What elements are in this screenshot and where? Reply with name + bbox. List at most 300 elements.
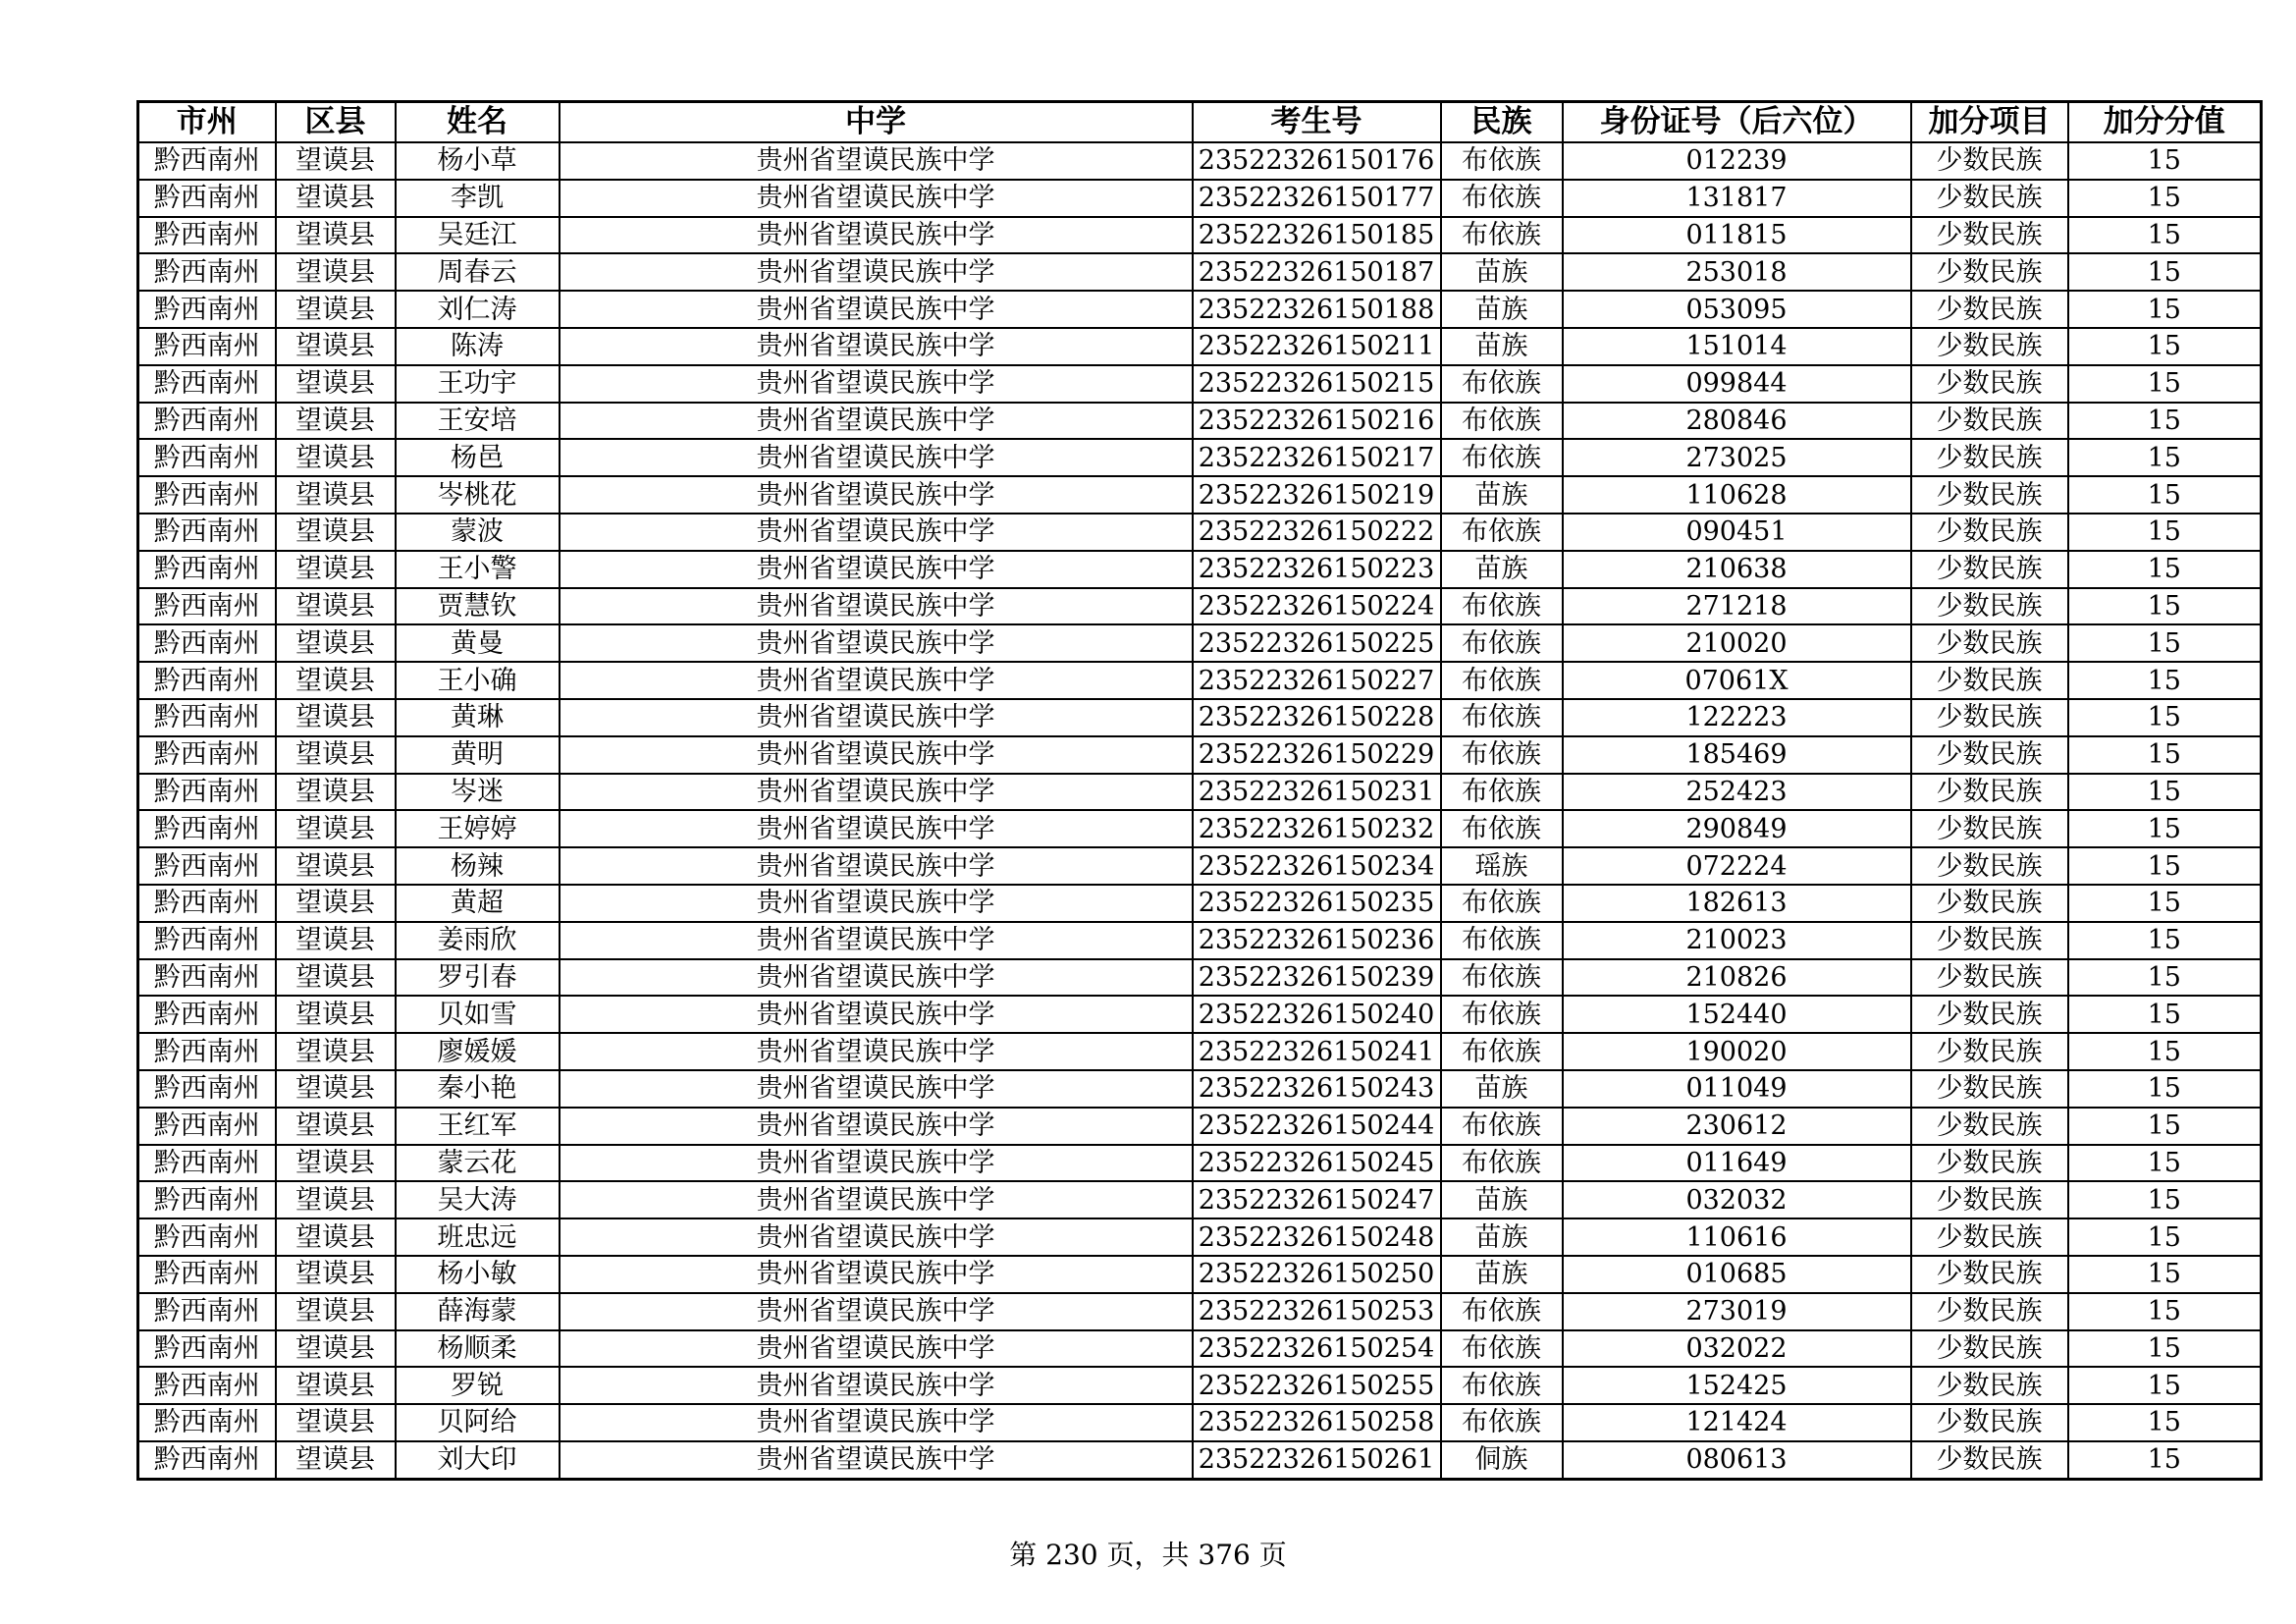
cell-bonus-points: 15 [2068,514,2262,551]
cell-city: 黔西南州 [138,1070,276,1108]
cell-exam-number: 23522326150255 [1193,1367,1441,1404]
cell-exam-number: 23522326150234 [1193,847,1441,885]
cell-bonus-points: 15 [2068,736,2262,774]
cell-name: 贝阿给 [396,1404,560,1441]
cell-exam-number: 23522326150187 [1193,253,1441,291]
cell-city: 黔西南州 [138,180,276,217]
cell-bonus-item: 少数民族 [1911,1145,2068,1182]
cell-bonus-item: 少数民族 [1911,291,2068,328]
cell-name: 蒙波 [396,514,560,551]
cell-name: 班忠远 [396,1218,560,1256]
cell-school: 贵州省望谟民族中学 [560,403,1193,440]
cell-bonus-item: 少数民族 [1911,439,2068,476]
cell-id-last-six: 121424 [1563,1404,1911,1441]
table-row [138,1108,2262,1145]
cell-ethnicity: 布依族 [1441,1404,1563,1441]
cell-bonus-item: 少数民族 [1911,476,2068,514]
cell-school: 贵州省望谟民族中学 [560,1070,1193,1108]
cell-name: 黄超 [396,885,560,922]
cell-ethnicity: 布依族 [1441,736,1563,774]
table-row [138,1256,2262,1293]
cell-school: 贵州省望谟民族中学 [560,476,1193,514]
cell-ethnicity: 苗族 [1441,1181,1563,1218]
cell-exam-number: 23522326150219 [1193,476,1441,514]
cell-ethnicity: 布依族 [1441,180,1563,217]
cell-city: 黔西南州 [138,514,276,551]
cell-exam-number: 23522326150245 [1193,1145,1441,1182]
cell-county: 望谟县 [276,365,396,403]
cell-ethnicity: 布依族 [1441,662,1563,699]
cell-exam-number: 23522326150254 [1193,1330,1441,1368]
cell-school: 贵州省望谟民族中学 [560,1145,1193,1182]
cell-county: 望谟县 [276,476,396,514]
cell-bonus-item: 少数民族 [1911,922,2068,959]
cell-ethnicity: 布依族 [1441,588,1563,625]
cell-name: 王安培 [396,403,560,440]
cell-exam-number: 23522326150224 [1193,588,1441,625]
cell-exam-number: 23522326150244 [1193,1108,1441,1145]
cell-bonus-item: 少数民族 [1911,551,2068,588]
cell-county: 望谟县 [276,1441,396,1479]
cell-county: 望谟县 [276,588,396,625]
cell-school: 贵州省望谟民族中学 [560,1033,1193,1070]
cell-bonus-item: 少数民族 [1911,142,2068,180]
cell-name: 薛海蒙 [396,1293,560,1330]
cell-id-last-six: 185469 [1563,736,1911,774]
cell-school: 贵州省望谟民族中学 [560,253,1193,291]
cell-exam-number: 23522326150215 [1193,365,1441,403]
cell-bonus-points: 15 [2068,365,2262,403]
cell-bonus-item: 少数民族 [1911,662,2068,699]
cell-county: 望谟县 [276,142,396,180]
col-header-bonus-item: 加分项目 [1911,102,2068,143]
cell-exam-number: 23522326150227 [1193,662,1441,699]
cell-name: 岑迷 [396,774,560,811]
table-row [138,551,2262,588]
cell-school: 贵州省望谟民族中学 [560,551,1193,588]
cell-id-last-six: 099844 [1563,365,1911,403]
cell-bonus-item: 少数民族 [1911,1293,2068,1330]
cell-id-last-six: 011815 [1563,217,1911,254]
cell-ethnicity: 苗族 [1441,253,1563,291]
cell-bonus-points: 15 [2068,551,2262,588]
cell-id-last-six: 07061X [1563,662,1911,699]
cell-county: 望谟县 [276,328,396,365]
cell-city: 黔西南州 [138,403,276,440]
cell-county: 望谟县 [276,551,396,588]
cell-exam-number: 23522326150222 [1193,514,1441,551]
cell-id-last-six: 032022 [1563,1330,1911,1368]
cell-ethnicity: 布依族 [1441,1108,1563,1145]
cell-county: 望谟县 [276,217,396,254]
table-row [138,217,2262,254]
cell-bonus-item: 少数民族 [1911,1033,2068,1070]
table-row [138,847,2262,885]
cell-bonus-points: 15 [2068,959,2262,997]
cell-ethnicity: 瑶族 [1441,847,1563,885]
cell-county: 望谟县 [276,1330,396,1368]
cell-bonus-item: 少数民族 [1911,847,2068,885]
cell-bonus-points: 15 [2068,996,2262,1033]
cell-county: 望谟县 [276,885,396,922]
cell-county: 望谟县 [276,959,396,997]
cell-city: 黔西南州 [138,476,276,514]
cell-bonus-item: 少数民族 [1911,885,2068,922]
cell-id-last-six: 152425 [1563,1367,1911,1404]
cell-ethnicity: 布依族 [1441,1145,1563,1182]
cell-id-last-six: 190020 [1563,1033,1911,1070]
cell-city: 黔西南州 [138,1218,276,1256]
cell-id-last-six: 230612 [1563,1108,1911,1145]
col-header-city: 市州 [138,102,276,143]
cell-ethnicity: 苗族 [1441,328,1563,365]
cell-name: 贝如雪 [396,996,560,1033]
cell-id-last-six: 131817 [1563,180,1911,217]
cell-name: 黄曼 [396,624,560,662]
cell-name: 杨小敏 [396,1256,560,1293]
cell-bonus-points: 15 [2068,588,2262,625]
cell-name: 刘仁涛 [396,291,560,328]
cell-school: 贵州省望谟民族中学 [560,885,1193,922]
cell-exam-number: 23522326150211 [1193,328,1441,365]
cell-exam-number: 23522326150232 [1193,810,1441,847]
cell-name: 黄明 [396,736,560,774]
cell-name: 王婷婷 [396,810,560,847]
cell-county: 望谟县 [276,699,396,736]
cell-name: 秦小艳 [396,1070,560,1108]
cell-ethnicity: 布依族 [1441,403,1563,440]
cell-school: 贵州省望谟民族中学 [560,588,1193,625]
cell-id-last-six: 280846 [1563,403,1911,440]
cell-name: 王红军 [396,1108,560,1145]
cell-id-last-six: 122223 [1563,699,1911,736]
cell-exam-number: 23522326150216 [1193,403,1441,440]
cell-id-last-six: 152440 [1563,996,1911,1033]
cell-exam-number: 23522326150250 [1193,1256,1441,1293]
cell-bonus-points: 15 [2068,922,2262,959]
candidate-bonus-table [136,100,2263,1481]
cell-exam-number: 23522326150235 [1193,885,1441,922]
cell-exam-number: 23522326150225 [1193,624,1441,662]
cell-bonus-item: 少数民族 [1911,1256,2068,1293]
table-row [138,1218,2262,1256]
cell-school: 贵州省望谟民族中学 [560,847,1193,885]
table-row [138,1145,2262,1182]
cell-name: 罗锐 [396,1367,560,1404]
cell-id-last-six: 210826 [1563,959,1911,997]
cell-school: 贵州省望谟民族中学 [560,736,1193,774]
cell-name: 杨辣 [396,847,560,885]
cell-city: 黔西南州 [138,253,276,291]
col-header-id-last-six: 身份证号（后六位） [1563,102,1911,143]
cell-bonus-points: 15 [2068,439,2262,476]
cell-exam-number: 23522326150241 [1193,1033,1441,1070]
cell-ethnicity: 布依族 [1441,885,1563,922]
cell-bonus-item: 少数民族 [1911,1218,2068,1256]
cell-exam-number: 23522326150258 [1193,1404,1441,1441]
cell-ethnicity: 布依族 [1441,217,1563,254]
cell-name: 王小确 [396,662,560,699]
cell-city: 黔西南州 [138,1293,276,1330]
cell-bonus-item: 少数民族 [1911,1441,2068,1479]
cell-bonus-item: 少数民族 [1911,403,2068,440]
cell-school: 贵州省望谟民族中学 [560,959,1193,997]
cell-school: 贵州省望谟民族中学 [560,439,1193,476]
cell-bonus-points: 15 [2068,699,2262,736]
cell-ethnicity: 侗族 [1441,1441,1563,1479]
cell-city: 黔西南州 [138,142,276,180]
cell-bonus-points: 15 [2068,1108,2262,1145]
cell-county: 望谟县 [276,662,396,699]
cell-id-last-six: 072224 [1563,847,1911,885]
cell-county: 望谟县 [276,1367,396,1404]
cell-bonus-item: 少数民族 [1911,1404,2068,1441]
cell-ethnicity: 苗族 [1441,1256,1563,1293]
cell-name: 吴廷江 [396,217,560,254]
cell-county: 望谟县 [276,514,396,551]
cell-name: 杨小草 [396,142,560,180]
cell-school: 贵州省望谟民族中学 [560,291,1193,328]
cell-bonus-points: 15 [2068,1367,2262,1404]
cell-exam-number: 23522326150228 [1193,699,1441,736]
cell-school: 贵州省望谟民族中学 [560,1293,1193,1330]
table-row [138,774,2262,811]
table-row [138,291,2262,328]
cell-name: 王功宇 [396,365,560,403]
table-row [138,328,2262,365]
cell-exam-number: 23522326150217 [1193,439,1441,476]
cell-county: 望谟县 [276,253,396,291]
cell-id-last-six: 110628 [1563,476,1911,514]
cell-exam-number: 23522326150176 [1193,142,1441,180]
cell-bonus-item: 少数民族 [1911,736,2068,774]
cell-school: 贵州省望谟民族中学 [560,1330,1193,1368]
cell-id-last-six: 273025 [1563,439,1911,476]
cell-city: 黔西南州 [138,847,276,885]
col-header-bonus-points: 加分分值 [2068,102,2262,143]
table-row [138,253,2262,291]
cell-city: 黔西南州 [138,588,276,625]
table-row [138,439,2262,476]
cell-id-last-six: 080613 [1563,1441,1911,1479]
cell-city: 黔西南州 [138,365,276,403]
cell-ethnicity: 布依族 [1441,699,1563,736]
table-row [138,1404,2262,1441]
cell-id-last-six: 032032 [1563,1181,1911,1218]
cell-bonus-points: 15 [2068,662,2262,699]
cell-exam-number: 23522326150236 [1193,922,1441,959]
table-row [138,885,2262,922]
cell-bonus-points: 15 [2068,217,2262,254]
cell-school: 贵州省望谟民族中学 [560,1441,1193,1479]
cell-school: 贵州省望谟民族中学 [560,774,1193,811]
cell-bonus-points: 15 [2068,1441,2262,1479]
cell-city: 黔西南州 [138,1033,276,1070]
cell-exam-number: 23522326150231 [1193,774,1441,811]
cell-name: 贾慧钦 [396,588,560,625]
cell-school: 贵州省望谟民族中学 [560,142,1193,180]
cell-school: 贵州省望谟民族中学 [560,662,1193,699]
cell-name: 杨顺柔 [396,1330,560,1368]
cell-county: 望谟县 [276,774,396,811]
cell-bonus-points: 15 [2068,142,2262,180]
col-header-county: 区县 [276,102,396,143]
cell-bonus-points: 15 [2068,774,2262,811]
cell-school: 贵州省望谟民族中学 [560,1256,1193,1293]
cell-ethnicity: 布依族 [1441,1367,1563,1404]
table-row [138,1441,2262,1479]
cell-bonus-points: 15 [2068,1145,2262,1182]
cell-school: 贵州省望谟民族中学 [560,1404,1193,1441]
cell-city: 黔西南州 [138,885,276,922]
cell-school: 贵州省望谟民族中学 [560,699,1193,736]
cell-city: 黔西南州 [138,291,276,328]
cell-county: 望谟县 [276,736,396,774]
cell-bonus-points: 15 [2068,847,2262,885]
cell-name: 王小警 [396,551,560,588]
cell-id-last-six: 151014 [1563,328,1911,365]
col-header-school: 中学 [560,102,1193,143]
table-row [138,736,2262,774]
cell-school: 贵州省望谟民族中学 [560,180,1193,217]
cell-bonus-points: 15 [2068,885,2262,922]
cell-bonus-item: 少数民族 [1911,1070,2068,1108]
cell-county: 望谟县 [276,1033,396,1070]
cell-county: 望谟县 [276,1404,396,1441]
cell-ethnicity: 苗族 [1441,1070,1563,1108]
cell-city: 黔西南州 [138,1256,276,1293]
cell-bonus-item: 少数民族 [1911,810,2068,847]
cell-exam-number: 23522326150185 [1193,217,1441,254]
cell-bonus-item: 少数民族 [1911,699,2068,736]
cell-school: 贵州省望谟民族中学 [560,810,1193,847]
cell-county: 望谟县 [276,1070,396,1108]
cell-ethnicity: 布依族 [1441,959,1563,997]
cell-school: 贵州省望谟民族中学 [560,1218,1193,1256]
cell-county: 望谟县 [276,1108,396,1145]
cell-school: 贵州省望谟民族中学 [560,1108,1193,1145]
cell-bonus-item: 少数民族 [1911,959,2068,997]
table-row [138,959,2262,997]
table-row [138,1293,2262,1330]
cell-exam-number: 23522326150253 [1193,1293,1441,1330]
cell-id-last-six: 210638 [1563,551,1911,588]
cell-bonus-points: 15 [2068,328,2262,365]
cell-ethnicity: 布依族 [1441,1293,1563,1330]
cell-county: 望谟县 [276,180,396,217]
cell-county: 望谟县 [276,1218,396,1256]
cell-city: 黔西南州 [138,439,276,476]
cell-bonus-points: 15 [2068,1181,2262,1218]
cell-city: 黔西南州 [138,328,276,365]
table-row [138,662,2262,699]
cell-name: 蒙云花 [396,1145,560,1182]
cell-bonus-points: 15 [2068,1330,2262,1368]
col-header-exam-number: 考生号 [1193,102,1441,143]
cell-county: 望谟县 [276,996,396,1033]
cell-county: 望谟县 [276,291,396,328]
cell-id-last-six: 090451 [1563,514,1911,551]
cell-id-last-six: 210020 [1563,624,1911,662]
cell-city: 黔西南州 [138,774,276,811]
cell-city: 黔西南州 [138,996,276,1033]
cell-bonus-item: 少数民族 [1911,328,2068,365]
cell-exam-number: 23522326150239 [1193,959,1441,997]
cell-name: 岑桃花 [396,476,560,514]
cell-id-last-six: 252423 [1563,774,1911,811]
cell-exam-number: 23522326150248 [1193,1218,1441,1256]
table-row [138,1330,2262,1368]
cell-bonus-item: 少数民族 [1911,365,2068,403]
cell-city: 黔西南州 [138,662,276,699]
cell-school: 贵州省望谟民族中学 [560,217,1193,254]
cell-school: 贵州省望谟民族中学 [560,365,1193,403]
table-row [138,514,2262,551]
table-row [138,922,2262,959]
cell-id-last-six: 012239 [1563,142,1911,180]
table-row [138,810,2262,847]
table-row [138,142,2262,180]
cell-name: 廖媛媛 [396,1033,560,1070]
cell-bonus-points: 15 [2068,180,2262,217]
cell-bonus-item: 少数民族 [1911,588,2068,625]
cell-name: 李凯 [396,180,560,217]
cell-city: 黔西南州 [138,624,276,662]
cell-county: 望谟县 [276,922,396,959]
cell-bonus-points: 15 [2068,1404,2262,1441]
cell-id-last-six: 010685 [1563,1256,1911,1293]
cell-ethnicity: 布依族 [1441,810,1563,847]
cell-county: 望谟县 [276,1145,396,1182]
cell-school: 贵州省望谟民族中学 [560,624,1193,662]
table-row [138,1181,2262,1218]
cell-school: 贵州省望谟民族中学 [560,1367,1193,1404]
cell-county: 望谟县 [276,403,396,440]
cell-bonus-item: 少数民族 [1911,514,2068,551]
cell-city: 黔西南州 [138,1108,276,1145]
cell-exam-number: 23522326150229 [1193,736,1441,774]
cell-id-last-six: 011649 [1563,1145,1911,1182]
cell-city: 黔西南州 [138,959,276,997]
cell-bonus-points: 15 [2068,253,2262,291]
cell-county: 望谟县 [276,810,396,847]
cell-ethnicity: 苗族 [1441,476,1563,514]
cell-id-last-six: 011049 [1563,1070,1911,1108]
cell-name: 姜雨欣 [396,922,560,959]
col-header-ethnicity: 民族 [1441,102,1563,143]
cell-school: 贵州省望谟民族中学 [560,996,1193,1033]
header-row [138,102,2262,143]
cell-name: 黄琳 [396,699,560,736]
cell-city: 黔西南州 [138,1181,276,1218]
cell-county: 望谟县 [276,624,396,662]
cell-exam-number: 23522326150240 [1193,996,1441,1033]
cell-name: 陈涛 [396,328,560,365]
cell-ethnicity: 布依族 [1441,1033,1563,1070]
cell-bonus-item: 少数民族 [1911,217,2068,254]
cell-bonus-item: 少数民族 [1911,996,2068,1033]
table-row [138,365,2262,403]
col-header-name: 姓名 [396,102,560,143]
cell-ethnicity: 布依族 [1441,1330,1563,1368]
table-row [138,1033,2262,1070]
cell-ethnicity: 布依族 [1441,514,1563,551]
cell-county: 望谟县 [276,1256,396,1293]
cell-name: 周春云 [396,253,560,291]
cell-id-last-six: 290849 [1563,810,1911,847]
cell-name: 罗引春 [396,959,560,997]
cell-name: 刘大印 [396,1441,560,1479]
